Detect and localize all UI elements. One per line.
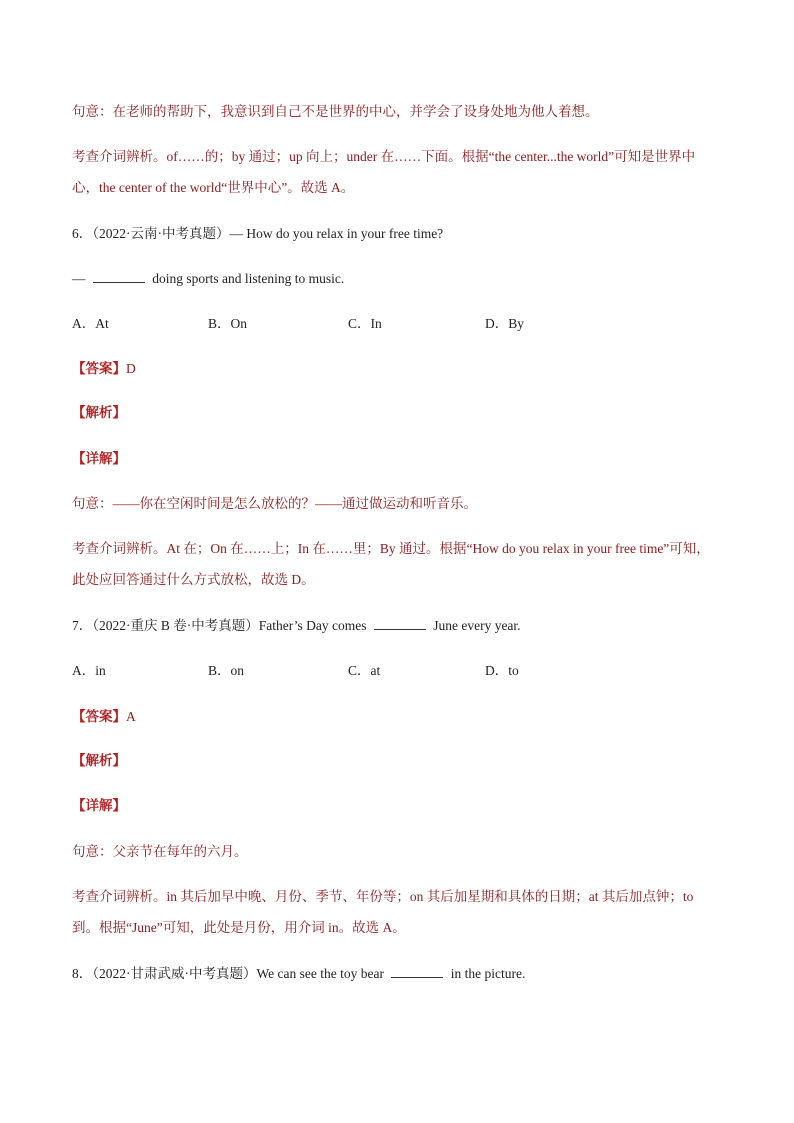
q7-option-a: A．in [72,663,106,678]
q6-stem: 6．（2022·云南·中考真题）— How do you relax in your free time? [72,226,444,241]
q5-meaning: 句意：在老师的帮助下，我意识到自己不是世界的中心，并学会了设身处地为他人着想。 [72,104,599,119]
q7-analysis-tag: 【解析】 [72,753,126,768]
q7-analysis-line1: 考查介词辨析。in 其后加早中晚、月份、季节、年份等；on 其后加星期和具体的日期；at 其后加点钟；to [72,889,694,904]
q6-detail-tag: 【详解】 [72,451,126,466]
q7-meaning: 句意：父亲节在每年的六月。 [72,844,248,859]
q7-analysis-line2: 到。根据“June”可知，此处是月份，用介词 in。故选 A。 [72,920,406,935]
q6-analysis-line2: 此处应回答通过什么方式放松，故选 D。 [72,572,315,587]
q6-answer-suffix: doing sports and listening to music. [152,271,345,286]
q7-answer [72,708,136,726]
q8-stem-prefix: 8．（2022·甘肃武威·中考真题）We can see the toy bear [72,966,384,981]
q6-answer-value: D [126,361,136,376]
q7-option-c: C．at [348,663,381,678]
q6-answer-tag: 【答案】 [72,361,126,376]
q8-blank [391,965,443,978]
q6-meaning: 句意：——你在空闲时间是怎么放松的？——通过做运动和听音乐。 [72,496,477,511]
q6-option-c: C．In [348,316,382,331]
q7-stem-suffix: June every year. [433,618,521,633]
q6-dash: — [72,271,86,286]
q7-answer-value: A [126,709,136,724]
q6-analysis-tag: 【解析】 [72,405,126,420]
q7-option-b: B．on [208,663,245,678]
q7-detail-tag: 【详解】 [72,798,126,813]
q6-blank [93,270,145,283]
q5-analysis-line2: 心，the center of the world“世界中心”。故选 A。 [72,180,355,195]
q7-option-d: D．to [485,663,519,678]
q8-stem-suffix: in the picture. [450,966,526,981]
q5-analysis-line1: 考查介词辨析。of……的；by 通过；up 向上；under 在……下面。根据“the center...the world”可知是世界中 [72,149,696,164]
q7-stem-prefix: 7．（2022·重庆 B 卷·中考真题）Father’s Day comes [72,618,367,633]
q6-analysis-line1: 考查介词辨析。At 在；On 在……上；In 在……里；By 通过。根据“How do you relax in your free time”可知， [72,541,710,556]
q7-blank [374,617,426,630]
q7-answer-tag: 【答案】 [72,709,126,724]
q6-option-a: A．At [72,316,109,331]
q6-option-b: B．On [208,316,248,331]
q6-option-d: D．By [485,316,525,331]
q6-answer [72,360,136,378]
q6-answer-line [72,270,344,288]
q7-stem [72,617,521,635]
q8-stem [72,965,525,983]
